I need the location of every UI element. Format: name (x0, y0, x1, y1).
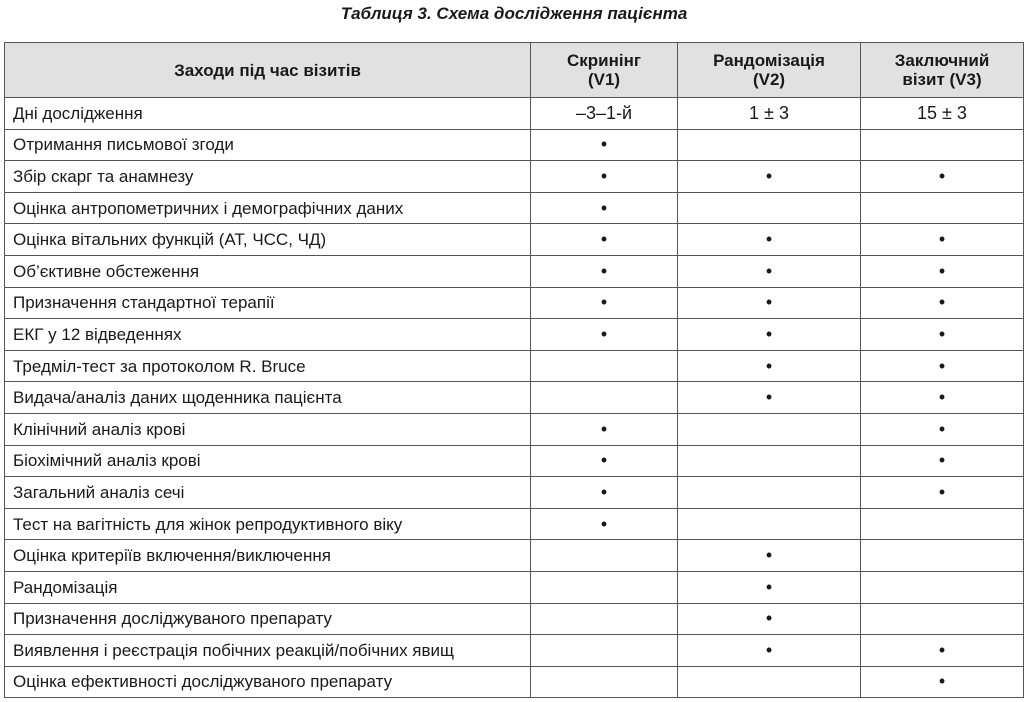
table-row (5, 413, 1024, 445)
screening-cell (531, 540, 678, 572)
procedure-cell: Виявлення і реєстрація побічних реакцій/побічних явищ (5, 635, 531, 667)
randomization-cell: • (678, 224, 861, 256)
table-row (5, 350, 1024, 382)
header-final-visit-line1: Заключний (894, 51, 990, 70)
final-visit-cell (861, 508, 1024, 540)
procedure-cell: Оцінка антропометричних і демографічних даних (5, 192, 531, 224)
final-visit-cell: • (861, 319, 1024, 351)
procedure-cell: Оцінка вітальних функцій (АТ, ЧСС, ЧД) (5, 224, 531, 256)
table-row (5, 540, 1024, 572)
final-visit-cell: • (861, 287, 1024, 319)
table-row (5, 98, 1024, 130)
screening-cell (531, 666, 678, 698)
procedure-cell: Клінічний аналіз крові (5, 413, 531, 445)
screening-cell: • (531, 161, 678, 193)
final-visit-cell: • (861, 224, 1024, 256)
header-procedures (5, 43, 531, 98)
study-schedule-table (4, 42, 1024, 698)
screening-cell (531, 382, 678, 414)
randomization-cell (678, 445, 861, 477)
table-body (5, 98, 1024, 698)
final-visit-cell: • (861, 255, 1024, 287)
procedure-cell: Загальний аналіз сечі (5, 477, 531, 509)
final-visit-cell: 15 ± 3 (861, 98, 1024, 130)
screening-cell: –3–1-й (531, 98, 678, 130)
header-procedures-label: Заходи під час візитів (174, 60, 361, 80)
screening-cell: • (531, 477, 678, 509)
final-visit-cell: • (861, 413, 1024, 445)
screening-cell: • (531, 413, 678, 445)
table-row (5, 477, 1024, 509)
final-visit-cell (861, 540, 1024, 572)
screening-cell: • (531, 255, 678, 287)
table-row (5, 287, 1024, 319)
header-final-visit (861, 43, 1024, 98)
table-row (5, 224, 1024, 256)
randomization-cell (678, 192, 861, 224)
randomization-cell: • (678, 635, 861, 667)
screening-cell: • (531, 224, 678, 256)
table-row (5, 319, 1024, 351)
procedure-cell: Отримання письмової згоди (5, 129, 531, 161)
procedure-cell: Призначення стандартної терапії (5, 287, 531, 319)
table-row (5, 508, 1024, 540)
header-randomization-line1: Рандомізація (713, 51, 825, 70)
randomization-cell: • (678, 287, 861, 319)
table-row (5, 192, 1024, 224)
randomization-cell: • (678, 603, 861, 635)
screening-cell: • (531, 129, 678, 161)
procedure-cell: Рандомізація (5, 571, 531, 603)
procedure-cell: Оцінка ефективності досліджуваного препарату (5, 666, 531, 698)
randomization-cell: • (678, 319, 861, 351)
screening-cell (531, 350, 678, 382)
randomization-cell (678, 129, 861, 161)
screening-cell: • (531, 192, 678, 224)
screening-cell: • (531, 319, 678, 351)
procedure-cell: Призначення досліджуваного препарату (5, 603, 531, 635)
table-row (5, 445, 1024, 477)
randomization-cell (678, 413, 861, 445)
final-visit-cell: • (861, 666, 1024, 698)
table-row (5, 571, 1024, 603)
final-visit-cell: • (861, 350, 1024, 382)
final-visit-cell (861, 603, 1024, 635)
procedure-cell: Тест на вагітність для жінок репродуктивного віку (5, 508, 531, 540)
procedure-cell: Видача/аналіз даних щоденника пацієнта (5, 382, 531, 414)
randomization-cell (678, 477, 861, 509)
randomization-cell: • (678, 350, 861, 382)
table-row (5, 666, 1024, 698)
procedure-cell: Збір скарг та анамнезу (5, 161, 531, 193)
procedure-cell: Тредміл-тест за протоколом R. Bruce (5, 350, 531, 382)
final-visit-cell (861, 129, 1024, 161)
header-randomization (678, 43, 861, 98)
randomization-cell (678, 508, 861, 540)
header-screening-line1: Скринінг (567, 51, 641, 70)
screening-cell (531, 635, 678, 667)
final-visit-cell: • (861, 635, 1024, 667)
randomization-cell: • (678, 255, 861, 287)
table-row (5, 161, 1024, 193)
final-visit-cell: • (861, 161, 1024, 193)
table-row (5, 603, 1024, 635)
final-visit-cell: • (861, 445, 1024, 477)
table-row (5, 255, 1024, 287)
screening-cell: • (531, 287, 678, 319)
randomization-cell: • (678, 161, 861, 193)
procedure-cell: Об’єктивне обстеження (5, 255, 531, 287)
final-visit-cell: • (861, 477, 1024, 509)
table-row (5, 129, 1024, 161)
header-final-visit-line2: візит (V3) (902, 70, 982, 89)
screening-cell: • (531, 508, 678, 540)
randomization-cell (678, 666, 861, 698)
randomization-cell: 1 ± 3 (678, 98, 861, 130)
table-row (5, 382, 1024, 414)
randomization-cell: • (678, 382, 861, 414)
randomization-cell: • (678, 571, 861, 603)
final-visit-cell (861, 571, 1024, 603)
procedure-cell: Оцінка критеріїв включення/виключення (5, 540, 531, 572)
randomization-cell: • (678, 540, 861, 572)
header-screening (531, 43, 678, 98)
final-visit-cell (861, 192, 1024, 224)
header-row (5, 43, 1024, 98)
procedure-cell: Дні дослідження (5, 98, 531, 130)
procedure-cell: ЕКГ у 12 відведеннях (5, 319, 531, 351)
header-randomization-line2: (V2) (752, 70, 786, 89)
screening-cell (531, 603, 678, 635)
header-screening-line2: (V1) (587, 70, 621, 89)
table-caption: Таблиця 3. Схема дослідження пацієнта (340, 4, 688, 23)
screening-cell: • (531, 445, 678, 477)
procedure-cell: Біохімічний аналіз крові (5, 445, 531, 477)
screening-cell (531, 571, 678, 603)
table-row (5, 635, 1024, 667)
final-visit-cell: • (861, 382, 1024, 414)
